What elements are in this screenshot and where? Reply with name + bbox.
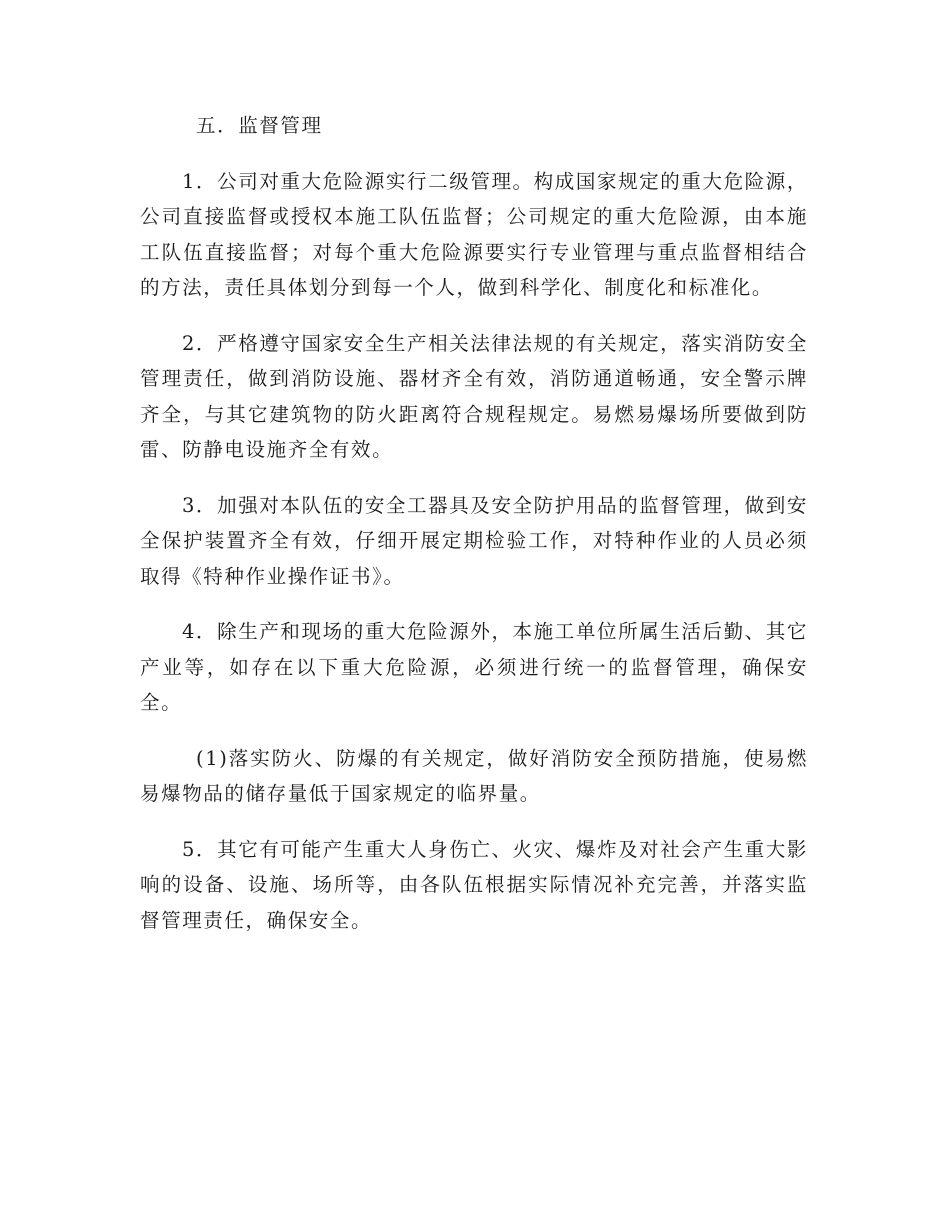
paragraph-4: 4．除生产和现场的重大危险源外，本施工单位所属生活后勤、其它产业等，如存在以下重大危险源，必须进行统一的监督管理，确保安全。 — [140, 620, 808, 714]
paragraph-4-sub-1: (1)落实防火、防爆的有关规定，做好消防安全预防措施，使易燃易爆物品的储存量低于国家规定的临界量。 — [140, 746, 808, 805]
paragraph-3: 3．加强对本队伍的安全工器具及安全防护用品的监督管理，做到安全保护装置齐全有效，仔细开展定期检验工作，对特种作业的人员必须取得《特种作业操作证书》。 — [140, 493, 808, 588]
paragraph-5: 5．其它有可能产生重大人身伤亡、火灾、爆炸及对社会产生重大影响的设备、设施、场所等，由各队伍根据实际情况补充完善，并落实监督管理责任，确保安全。 — [140, 837, 808, 932]
document-body — [140, 108, 808, 938]
paragraph-1: 1．公司对重大危险源实行二级管理。构成国家规定的重大危险源，公司直接监督或授权本施工队伍监督；公司规定的重大危险源，由本施工队伍直接监督；对每个重大危险源要实行专业管理与重点监督相结合的方法，责任具体划分到每一个人，做到科学化、制度化和标准化。 — [140, 169, 808, 299]
section-heading: 五．监督管理 — [196, 114, 323, 137]
paragraph-2: 2．严格遵守国家安全生产相关法律法规的有关规定，落实消防安全管理责任，做到消防设施、器材齐全有效，消防通道畅通，安全警示牌齐全，与其它建筑物的防火距离符合规程规定。易燃易爆场所要做到防雷、防静电设施齐全有效。 — [140, 331, 808, 461]
